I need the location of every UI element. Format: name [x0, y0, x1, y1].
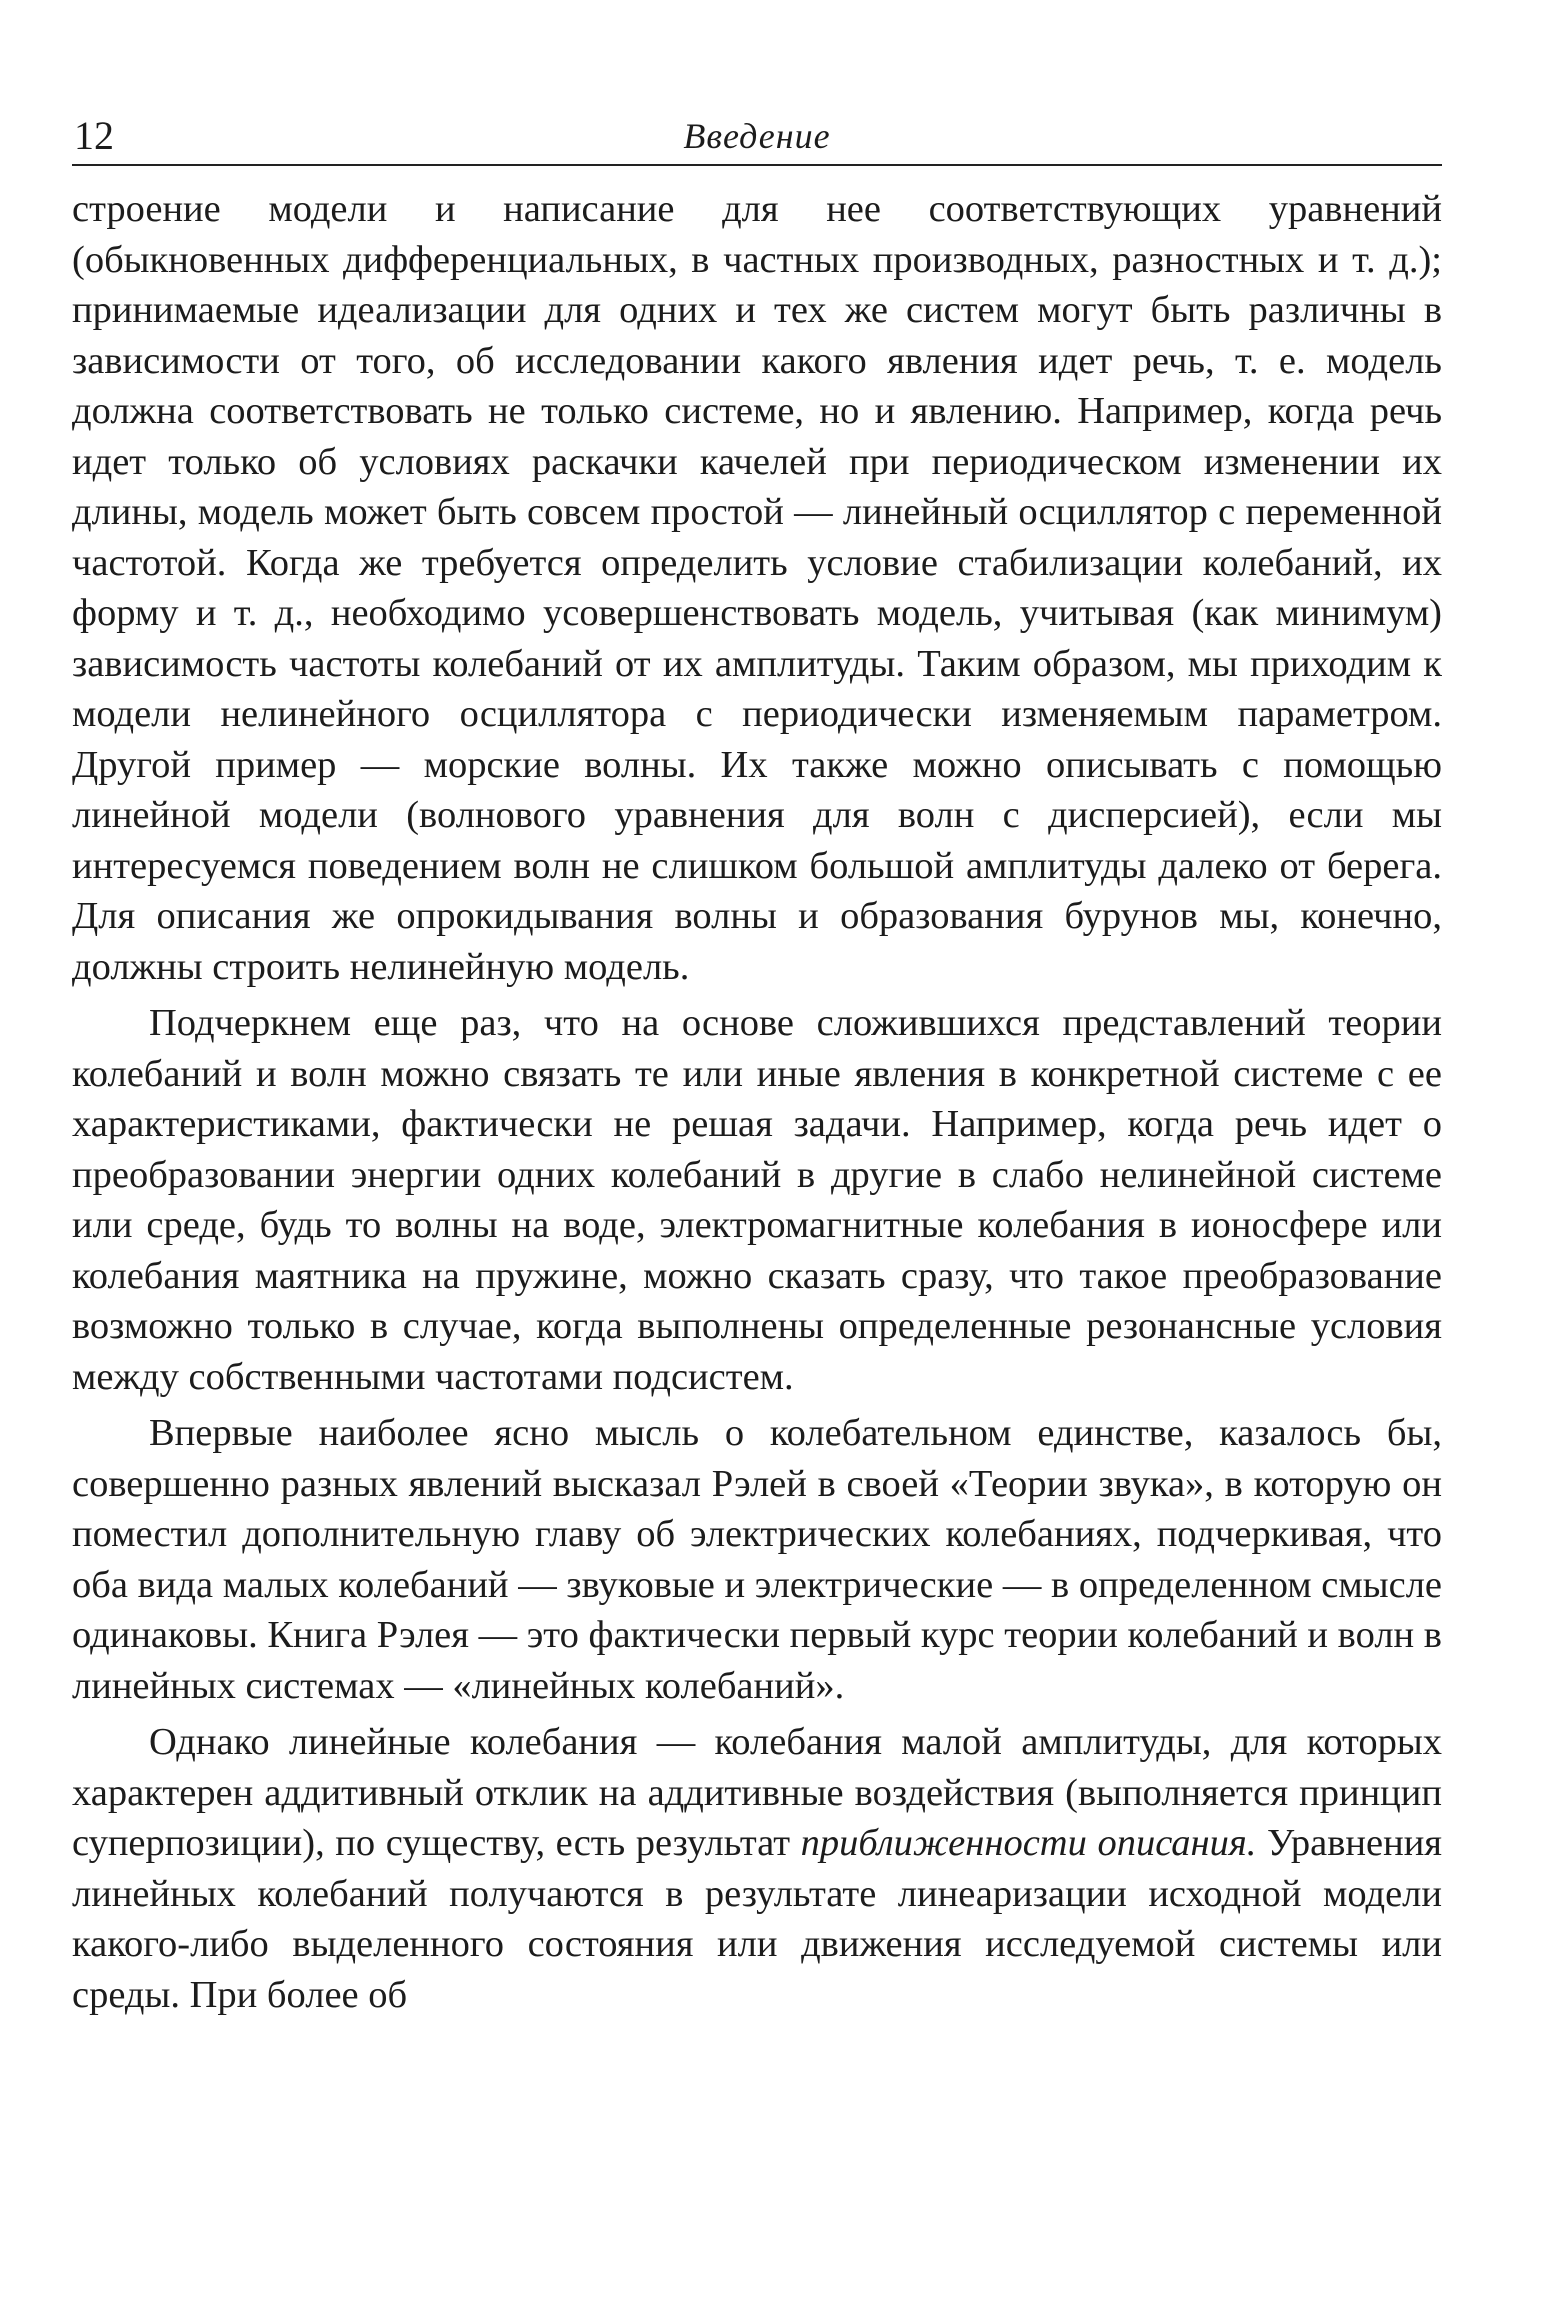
paragraph-4-emphasis: приближенности описания.	[800, 1822, 1257, 1864]
book-page	[72, 112, 1442, 2020]
paragraph-4-text-after: Уравнения линейных колебаний получаются в результате линеаризации исходной модели какого-либо выделенного состояния или движения исследуемой системы или среды. При более об	[72, 1822, 1443, 2016]
paragraph-4-text-before: Однако линейные колебания — колебания малой амплитуды, для которых характерен аддитивный отклик на аддитивные воздействия (выполняется принцип суперпозиции), по существу, есть результат	[72, 1721, 1442, 1864]
section-title: Введение	[683, 116, 831, 156]
paragraph-1: строение модели и написание для нее соответствующих уравнений (обыкновенных дифференциальных, в частных производных, разностных и т. д.); принимаемые идеализации для одних и тех же систем могут быть различны в зависимости от того, об исследовании какого явления идет речь, т. е. модель должна соответствовать не только системе, но и явлению. Например, когда речь идет только об условиях раскачки качелей при периодическом изменении их длины, модель может быть совсем простой — линейный осциллятор с переменной частотой. Когда же требуется определить условие стабилизации колебаний, их форму и т. д., необходимо усовершенствовать модель, учитывая (как минимум) зависимость частоты колебаний от их амплитуды. Таким образом, мы приходим к модели нелинейного осциллятора с периодически изменяемым параметром. Другой пример — морские волны. Их также можно описывать с помощью линейной модели (волнового уравнения для волн с дисперсией), если мы интересуемся поведением волн не слишком большой амплитуды далеко от берега. Для описания же опрокидывания волны и образования бурунов мы, конечно, должны строить нелинейную модель.	[72, 188, 1442, 988]
page-number: 12	[74, 113, 114, 158]
running-header	[72, 112, 1442, 166]
paragraph-2: Подчеркнем еще раз, что на основе сложившихся представлений теории колебаний и волн можно связать те или иные явления в конкретной системе с ее характеристиками, фактически не решая задачи. Например, когда речь идет о преобразовании энергии одних колебаний в другие в слабо нелинейной системе или среде, будь то волны на воде, электромагнитные колебания в ионосфере или колебания маятника на пружине, можно сказать сразу, что такое преобразование возможно только в случае, когда выполнены определенные резонансные условия между собственными частотами подсистем.	[72, 1002, 1442, 1398]
paragraph-4	[72, 1717, 1442, 2020]
body-text	[72, 184, 1442, 2020]
paragraph-3: Впервые наиболее ясно мысль о колебательном единстве, казалось бы, совершенно разных явлений высказал Рэлей в своей «Теории звука», в которую он поместил дополнительную главу об электрических колебаниях, подчеркивая, что оба вида малых колебаний — звуковые и электрические — в определенном смысле одинаковы. Книга Рэлея — это фактически первый курс теории колебаний и волн в линейных системах — «линейных колебаний».	[72, 1412, 1442, 1707]
